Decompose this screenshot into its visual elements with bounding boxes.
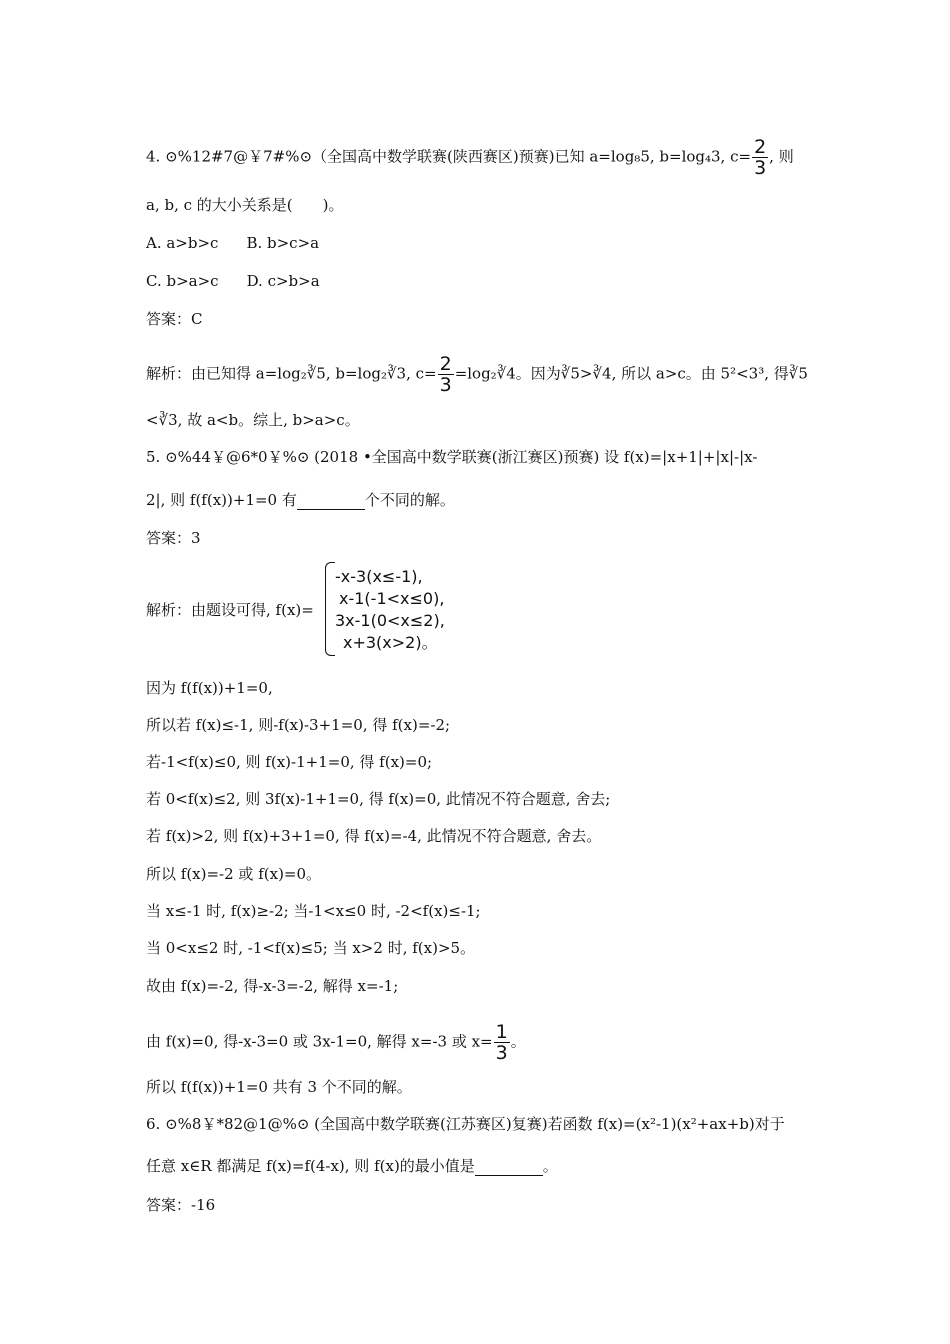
q6-stem-tail: 。 [542, 1157, 558, 1175]
q4-expl-numerator: 2 [439, 353, 452, 375]
q5-line-4: 若 0<f(x)≤2, 则 3f(x)-1+1=0, 得 f(x)=0, 此情况不符合题意, 舍去; [146, 790, 611, 808]
q5-line-2: 所以若 f(x)≤-1, 则-f(x)-3+1=0, 得 f(x)=-2; [146, 716, 451, 734]
q5-fraction-line [146, 1023, 526, 1062]
q4-explanation-line1 [146, 355, 808, 394]
q5-stem-line1: 5. ⊙%44￥@6*0￥%⊙ (2018 •全国高中数学联赛(浙江赛区)预赛) 设 f(x)=|x+1|+|x|-|x- [146, 448, 758, 466]
q5-case-1: -x-3(x≤-1), [335, 567, 423, 586]
q5-case-2: x-1(-1<x≤0), [339, 589, 445, 608]
q5-line-6: 所以 f(x)=-2 或 f(x)=0。 [146, 865, 322, 883]
q4-stem-text: 4. ⊙%12#7@￥7#%⊙（全国高中数学联赛(陕西赛区)预赛)已知 a=log₈5, b=log₄3, c= [146, 147, 752, 166]
q5-stem-line2 [146, 490, 455, 510]
q4-option-b: B. b>c>a [246, 234, 320, 252]
q5-fraction-denominator: 3 [495, 1042, 508, 1064]
q5-line-8: 当 0<x≤2 时, -1<f(x)≤5; 当 x>2 时, f(x)>5。 [146, 939, 476, 957]
q6-stem-line2 [146, 1156, 558, 1176]
q4-answer: 答案：C [146, 310, 203, 328]
q6-stem-text: 任意 x∈R 都满足 f(x)=f(4-x), 则 f(x)的最小值是 [146, 1157, 475, 1175]
q5-line-3: 若-1<f(x)≤0, 则 f(x)-1+1=0, 得 f(x)=0; [146, 753, 433, 771]
q4-stem-line2: a, b, c 的大小关系是( )。 [146, 196, 344, 214]
q4-options-row2 [146, 271, 320, 291]
q5-conclusion: 所以 f(f(x))+1=0 共有 3 个不同的解。 [146, 1078, 412, 1096]
q5-answer: 答案：3 [146, 529, 201, 547]
q4-c-numerator: 2 [754, 136, 767, 158]
q4-stem-tail: , 则 [769, 147, 794, 166]
q5-explanation-lead: 解析：由题设可得, f(x)= [146, 601, 314, 619]
q4-option-d: D. c>b>a [246, 272, 320, 290]
q4-explanation-line2: <∛3, 故 a<b。综上, b>a>c。 [146, 411, 360, 429]
q4-expl-fraction [438, 355, 454, 394]
q5-line-7: 当 x≤-1 时, f(x)≥-2; 当-1<x≤0 时, -2<f(x)≤-1; [146, 902, 481, 920]
q6-stem-line1: 6. ⊙%8￥*82@1@%⊙ (全国高中数学联赛(江苏赛区)复赛)若函数 f(x)=(x²-1)(x²+ax+b)对于 [146, 1115, 785, 1133]
q5-line-9: 故由 f(x)=-2, 得-x-3=-2, 解得 x=-1; [146, 977, 399, 995]
q5-line-1: 因为 f(f(x))+1=0, [146, 679, 273, 697]
q4-expl-tail: =log₂∛4。因为∛5>∛4, 所以 a>c。由 5²<3³, 得∛5 [454, 364, 808, 383]
q5-fraction-line-text: 由 f(x)=0, 得-x-3=0 或 3x-1=0, 解得 x=-3 或 x= [146, 1032, 493, 1051]
q5-solution-fraction [494, 1023, 510, 1062]
q4-stem-line1 [146, 138, 794, 177]
q4-c-denominator: 3 [754, 157, 767, 179]
q5-piecewise-brace [325, 562, 335, 656]
q5-case-4: x+3(x>2)。 [343, 633, 438, 652]
q4-option-c: C. b>a>c [146, 272, 219, 290]
q5-line-5: 若 f(x)>2, 则 f(x)+3+1=0, 得 f(x)=-4, 此情况不符合题意, 舍去。 [146, 827, 602, 845]
q5-stem-text: 2|, 则 f(f(x))+1=0 有 [146, 491, 297, 509]
q4-option-a: A. a>b>c [146, 234, 219, 252]
q4-options-row1 [146, 233, 319, 253]
q5-fraction-line-tail: 。 [510, 1032, 526, 1051]
q4-expl-denominator: 3 [439, 374, 452, 396]
q5-case-3: 3x-1(0<x≤2), [335, 611, 445, 630]
q4-expl-text: 解析：由已知得 a=log₂∛5, b=log₂∛3, c= [146, 364, 437, 383]
q5-answer-blank [297, 493, 365, 510]
q4-c-fraction [752, 138, 768, 177]
q6-answer: 答案：-16 [146, 1196, 216, 1214]
q5-fraction-numerator: 1 [495, 1021, 508, 1043]
q5-stem-tail: 个不同的解。 [364, 491, 455, 509]
q6-answer-blank [475, 1159, 543, 1176]
